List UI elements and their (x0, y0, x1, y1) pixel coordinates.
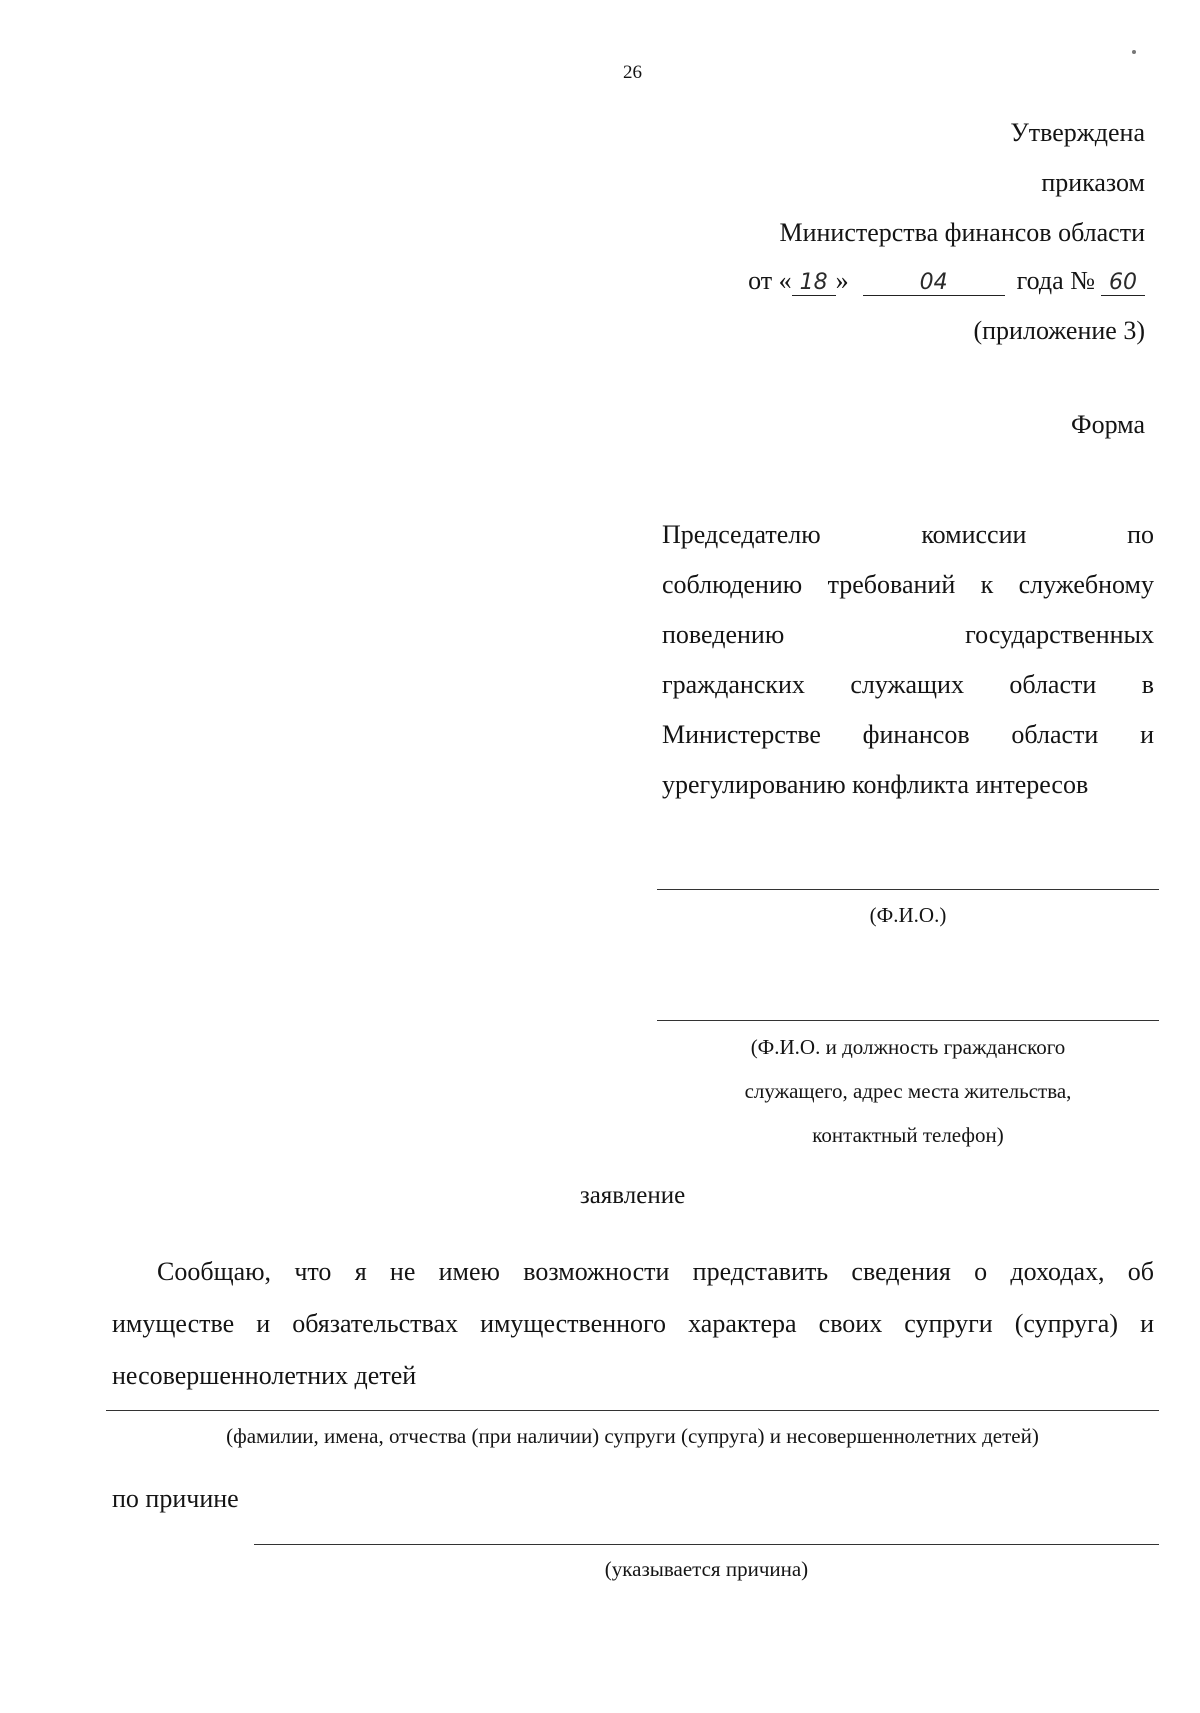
reason-label: по причине (112, 1484, 239, 1513)
addressee-line: Министерстве финансов области и (662, 720, 1154, 749)
body-line-2: имуществе и обязательствах имущественного характера своих супруги (супруга) и (112, 1309, 1154, 1338)
scan-speck (1132, 50, 1136, 54)
appendix-label: (приложение 3) (973, 316, 1145, 345)
body-line-1: Сообщаю, что я не имею возможности представить сведения о доходах, об (157, 1257, 1154, 1286)
approval-line-3: Министерства финансов области (779, 218, 1145, 247)
applicant-caption-line-3: контактный телефон) (812, 1123, 1004, 1147)
date-month: 04 (863, 270, 1005, 296)
fio-blank-line (657, 889, 1159, 890)
date-day: 18 (792, 270, 836, 296)
applicant-caption-line-2: служащего, адрес места жительства, (744, 1079, 1072, 1103)
body-line-3: несовершеннолетних детей (112, 1361, 417, 1390)
approval-line-2: приказом (1041, 168, 1145, 197)
addressee-line: Председателю комиссии по (662, 520, 1154, 549)
addressee-line: поведению государственных (662, 620, 1154, 649)
applicant-caption-line-1: (Ф.И.О. и должность гражданского (750, 1035, 1066, 1059)
page-number: 26 (623, 62, 642, 83)
reason-blank-line (254, 1544, 1159, 1545)
fio-caption: (Ф.И.О.) (869, 903, 947, 927)
addressee-line: гражданских служащих области в (662, 670, 1154, 699)
date-prefix: от « (748, 266, 792, 295)
addressee-line: урегулированию конфликта интересов (662, 770, 1089, 799)
family-caption: (фамилии, имена, отчества (при наличии) супруги (супруга) и несовершеннолетних детей) (226, 1424, 1039, 1448)
date-mid: » (835, 266, 849, 295)
statement-body (112, 1246, 1154, 1402)
addressee-block (662, 510, 1154, 810)
document-title: заявление (579, 1182, 686, 1209)
family-blank-line (106, 1410, 1159, 1411)
addressee-line: соблюдению требований к служебному (662, 570, 1154, 599)
approval-line-1: Утверждена (1010, 118, 1145, 147)
order-number: 60 (1101, 270, 1145, 296)
applicant-blank-line (657, 1020, 1159, 1021)
reason-caption: (указывается причина) (604, 1557, 809, 1581)
form-label: Форма (1071, 410, 1145, 439)
year-label: года № (1016, 266, 1095, 295)
approval-date-line (748, 266, 1145, 296)
